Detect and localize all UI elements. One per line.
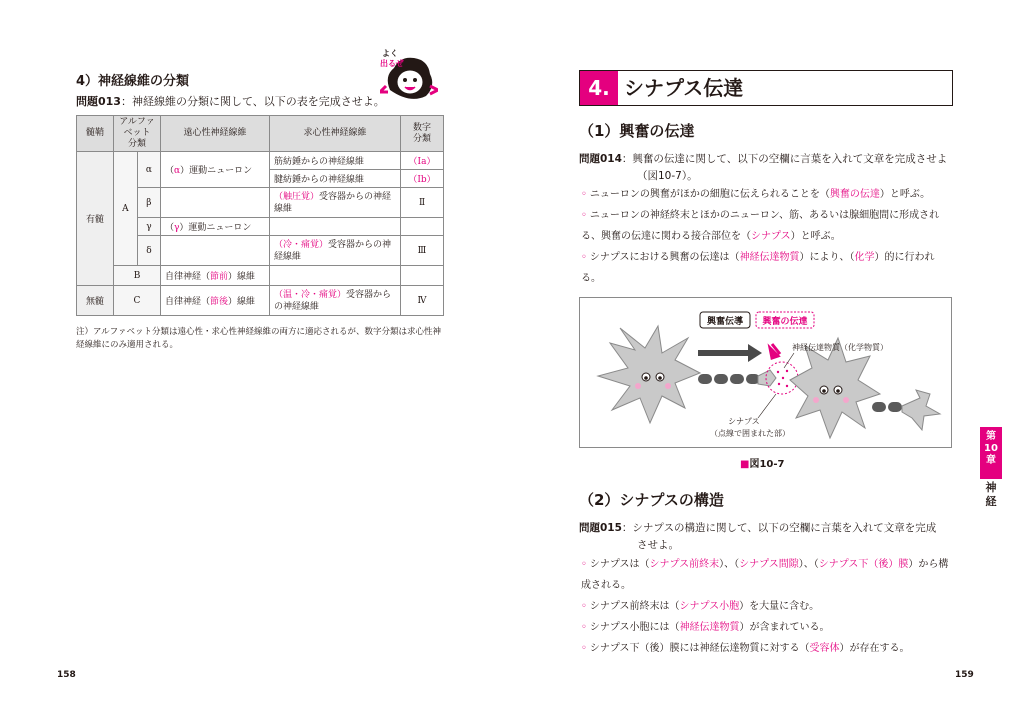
cell-B: B xyxy=(114,266,161,286)
synapse-figure xyxy=(579,297,952,448)
axon-terminal-right xyxy=(902,390,940,430)
label-transmitter: 神経伝達物質（化学物質） xyxy=(792,343,888,352)
cell-C-afferent: （温・冷・痛覚）受容器からの神経線維 xyxy=(270,286,401,316)
list-item: ◦ ニューロンの神経終末とほかのニューロン、筋、あるいは腺細胞間に形成される、興奮の伝達に関わる接合部位を（シナプス）と呼ぶ。 xyxy=(581,210,940,242)
cell-C-efferent: 自律神経（節後）線維 xyxy=(161,286,270,316)
chapter-number: 4. xyxy=(580,71,618,105)
cell-B-number xyxy=(401,266,444,286)
table-note: 注）アルファベット分類は遠心性・求心性神経線維の両方に適応されるが、数字分類は求心性神経線維にのみ適用される。 xyxy=(76,327,441,350)
label-synapse-note: （点線で囲まれた部） xyxy=(710,429,790,438)
cell-myelinated: 有髄 xyxy=(77,152,114,286)
page-number-right: 159 xyxy=(955,670,974,680)
cell-alpha: α xyxy=(137,152,160,188)
label-synapse: シナプス xyxy=(728,417,760,426)
cell-C: C xyxy=(114,286,161,316)
table-row xyxy=(77,286,444,316)
header-number: 数字 分類 xyxy=(401,116,444,152)
bullet-list-015 xyxy=(581,554,953,659)
mascot-bubble-line2: 出るぜ xyxy=(380,59,404,68)
table-header-row xyxy=(77,116,444,152)
list-item: ◦ シナプス前終末は（シナプス小胞）を大量に含む。 xyxy=(581,601,820,612)
question-text: ：興奮の伝達に関して、以下の空欄に言葉を入れて文章を完成させよ xyxy=(621,153,948,165)
header-afferent: 求心性神経線維 xyxy=(270,116,401,152)
question-013 xyxy=(76,93,385,109)
cell-delta-efferent xyxy=(161,236,270,266)
list-item: ◦ シナプスは（シナプス前終末）、（シナプス間隙）、（シナプス下（後）膜）から構成される。 xyxy=(581,559,949,591)
nerve-fiber-table xyxy=(76,115,444,316)
cell-alpha-afferent-1: 筋紡錘からの神経線維 xyxy=(270,152,401,170)
bullet-list-014 xyxy=(581,184,953,289)
list-item: ◦ シナプスにおける興奮の伝達は（神経伝達物質）により、（化学）的に行われる。 xyxy=(581,252,935,284)
transmission-arrow xyxy=(770,344,780,358)
cell-B-afferent xyxy=(270,266,401,286)
cell-gamma-afferent xyxy=(270,218,401,236)
table-row xyxy=(77,152,444,170)
chapter-tab-name: 神 経 xyxy=(985,481,997,508)
label-conduction: 興奮伝導 xyxy=(706,317,744,327)
leader-line xyxy=(758,394,776,418)
cell-num-Ib: （Ⅰb） xyxy=(401,170,444,188)
header-efferent: 遠心性神経線維 xyxy=(161,116,270,152)
cell-gamma-number xyxy=(401,218,444,236)
cell-delta-afferent: （冷・痛覚）受容器からの神経線維 xyxy=(270,236,401,266)
chapter-tab-number: 第 10 章 xyxy=(980,427,1002,479)
list-item: ◦ シナプス小胞には（神経伝達物質）が含まれている。 xyxy=(581,622,830,633)
cell-alpha-efferent: （α）運動ニューロン xyxy=(161,152,270,188)
question-014 xyxy=(579,151,955,185)
cell-alpha-afferent-2: 腱紡錘からの神経線維 xyxy=(270,170,401,188)
question-text: ：シナプスの構造に関して、以下の空欄に言葉を入れて文章を完成 xyxy=(621,522,937,534)
question-label: 問題014 xyxy=(579,153,622,165)
conduction-arrow xyxy=(698,344,762,362)
mascot-bubble-line1: よく xyxy=(382,49,398,58)
question-label: 問題015 xyxy=(579,522,622,534)
neuron-right xyxy=(790,338,880,438)
cell-num-Ia: （Ⅰa） xyxy=(401,152,444,170)
leader-line xyxy=(784,353,794,368)
cell-gamma: γ xyxy=(137,218,160,236)
label-transmission: 興奮の伝達 xyxy=(762,317,808,327)
cell-beta: β xyxy=(137,188,160,218)
question-text: ：神経線維の分類に関して、以下の表を完成させよ。 xyxy=(120,95,385,108)
list-item: ◦ ニューロンの興奮がほかの細胞に伝えられることを（興奮の伝達）と呼ぶ。 xyxy=(581,189,931,200)
cell-B-efferent: 自律神経（節前）線維 xyxy=(161,266,270,286)
figure-caption: ■図10-7 xyxy=(740,459,785,470)
mascot-illustration xyxy=(380,46,438,104)
cell-gamma-efferent: （γ）運動ニューロン xyxy=(161,218,270,236)
page-number-left: 158 xyxy=(57,670,76,680)
transmitter-dots xyxy=(777,370,788,387)
cell-delta: δ xyxy=(137,236,160,266)
axon-left xyxy=(698,374,760,384)
chapter-banner xyxy=(579,70,953,106)
axon-right xyxy=(872,402,902,412)
header-alphabet: アルファベット 分類 xyxy=(114,116,161,152)
question-label: 問題013 xyxy=(76,95,121,108)
question-015 xyxy=(579,520,955,554)
chapter-title: シナプス伝達 xyxy=(624,76,744,100)
cell-num-IV: Ⅳ xyxy=(401,286,444,316)
question-text-cont: （図10-7）。 xyxy=(637,170,698,182)
list-item: ◦ シナプス下（後）膜には神経伝達物質に対する（受容体）が存在する。 xyxy=(581,643,910,654)
question-text-cont: させよ。 xyxy=(637,539,679,551)
cell-unmyelinated: 無髄 xyxy=(77,286,114,316)
cell-num-III: Ⅲ xyxy=(401,236,444,266)
cell-beta-afferent: （触圧覚）受容器からの神経線維 xyxy=(270,188,401,218)
header-myelin: 髄鞘 xyxy=(77,116,114,152)
cell-beta-efferent xyxy=(161,188,270,218)
subsection-title-1: （1）興奮の伝達 xyxy=(579,122,695,140)
section-title: 4）神経線維の分類 xyxy=(76,74,190,89)
cell-num-II: Ⅱ xyxy=(401,188,444,218)
neuron-left xyxy=(598,326,700,423)
cell-A: A xyxy=(114,152,138,266)
table-row xyxy=(77,266,444,286)
subsection-title-2: （2）シナプスの構造 xyxy=(579,491,724,509)
